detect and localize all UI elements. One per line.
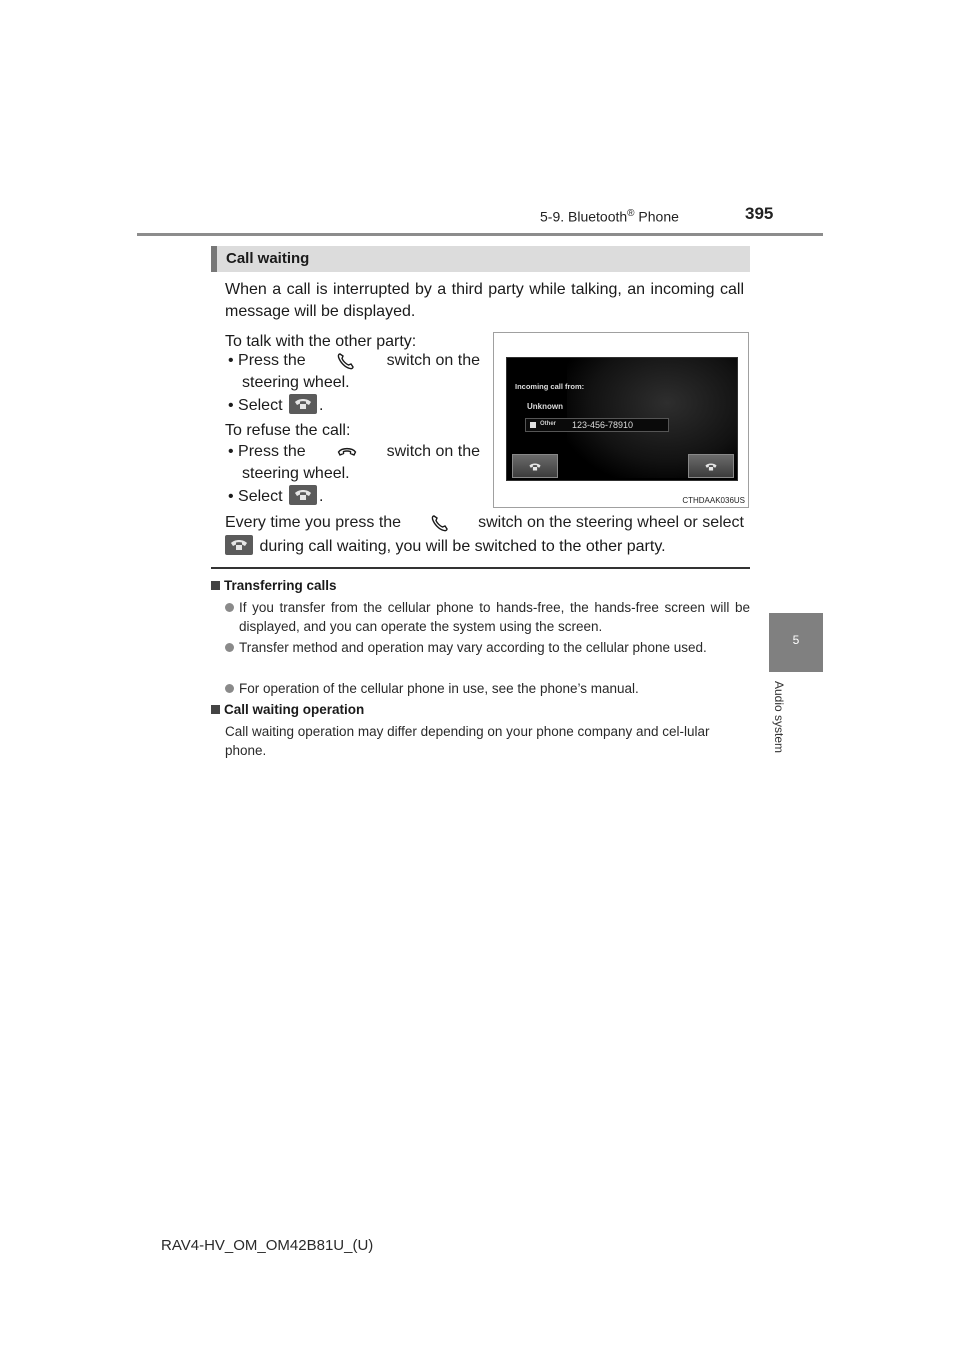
caller-name: Unknown (527, 402, 563, 411)
phone-off-hook-icon (329, 351, 363, 371)
refuse-bullet-1-cont: steering wheel. (242, 465, 350, 482)
running-header-section: 5-9. Bluetooth® Phone (540, 208, 679, 225)
intro-paragraph: When a call is interrupted by a third party while talking, an incoming call message will be displayed. (225, 281, 744, 320)
document-code: RAV4-HV_OM_OM42B81U_(U) (161, 1237, 374, 1254)
every-time-line-2: during call waiting, you will be switched to the other party. (225, 535, 666, 558)
talk-bullet-1-cont: steering wheel. (242, 374, 350, 391)
chapter-label: Audio system (772, 681, 786, 754)
talk-heading: To talk with the other party: (225, 333, 417, 350)
notes-divider (211, 567, 750, 569)
phone-on-hook-icon (329, 442, 363, 462)
page-number: 395 (745, 204, 774, 223)
talk-bullet-1: • Press the switch on the (228, 352, 480, 369)
caller-number-row (525, 418, 669, 432)
chapter-number: 5 (792, 633, 800, 647)
every-time-line-1: Every time you press the switch on the steering wheel or select (225, 514, 744, 531)
refuse-bullet-1: • Press the switch on the (228, 443, 480, 460)
header-rule (137, 233, 823, 236)
answer-call-button-icon (225, 535, 253, 555)
transfer-item: If you transfer from the cellular phone to hands-free, the hands-free screen will be displayed, and you can operate the system using the screen. (225, 598, 750, 636)
section-heading (211, 246, 750, 272)
refuse-bullet-2: • Select . (228, 485, 323, 508)
waiting-operation-text: Call waiting operation may differ depending on your phone company and cel-lular phone. (225, 724, 710, 758)
transfer-item: Transfer method and operation may vary according to the cellular phone used. (225, 638, 750, 657)
incoming-call-screen (506, 357, 738, 481)
screen-title: Incoming call from: (515, 382, 585, 391)
chapter-tab (769, 613, 823, 672)
reject-call-button-icon (289, 485, 317, 505)
waiting-operation-heading: Call waiting operation (211, 702, 364, 717)
caller-number: 123-456-78910 (572, 420, 634, 430)
talk-bullet-2: • Select . (228, 394, 323, 417)
screen-reject-button[interactable] (688, 454, 734, 478)
transfer-item: For operation of the cellular phone in use, see the phone’s manual. (225, 679, 750, 698)
line-label: Other (540, 421, 557, 427)
figure-code: CTHDAAK036US (682, 496, 745, 505)
transfer-heading: Transferring calls (211, 578, 337, 593)
phone-off-hook-icon (423, 513, 457, 533)
section-title: Call waiting (226, 250, 310, 267)
refuse-heading: To refuse the call: (225, 422, 351, 439)
screen-answer-button[interactable] (512, 454, 558, 478)
incoming-call-figure (493, 332, 749, 508)
answer-call-button-icon (289, 394, 317, 414)
